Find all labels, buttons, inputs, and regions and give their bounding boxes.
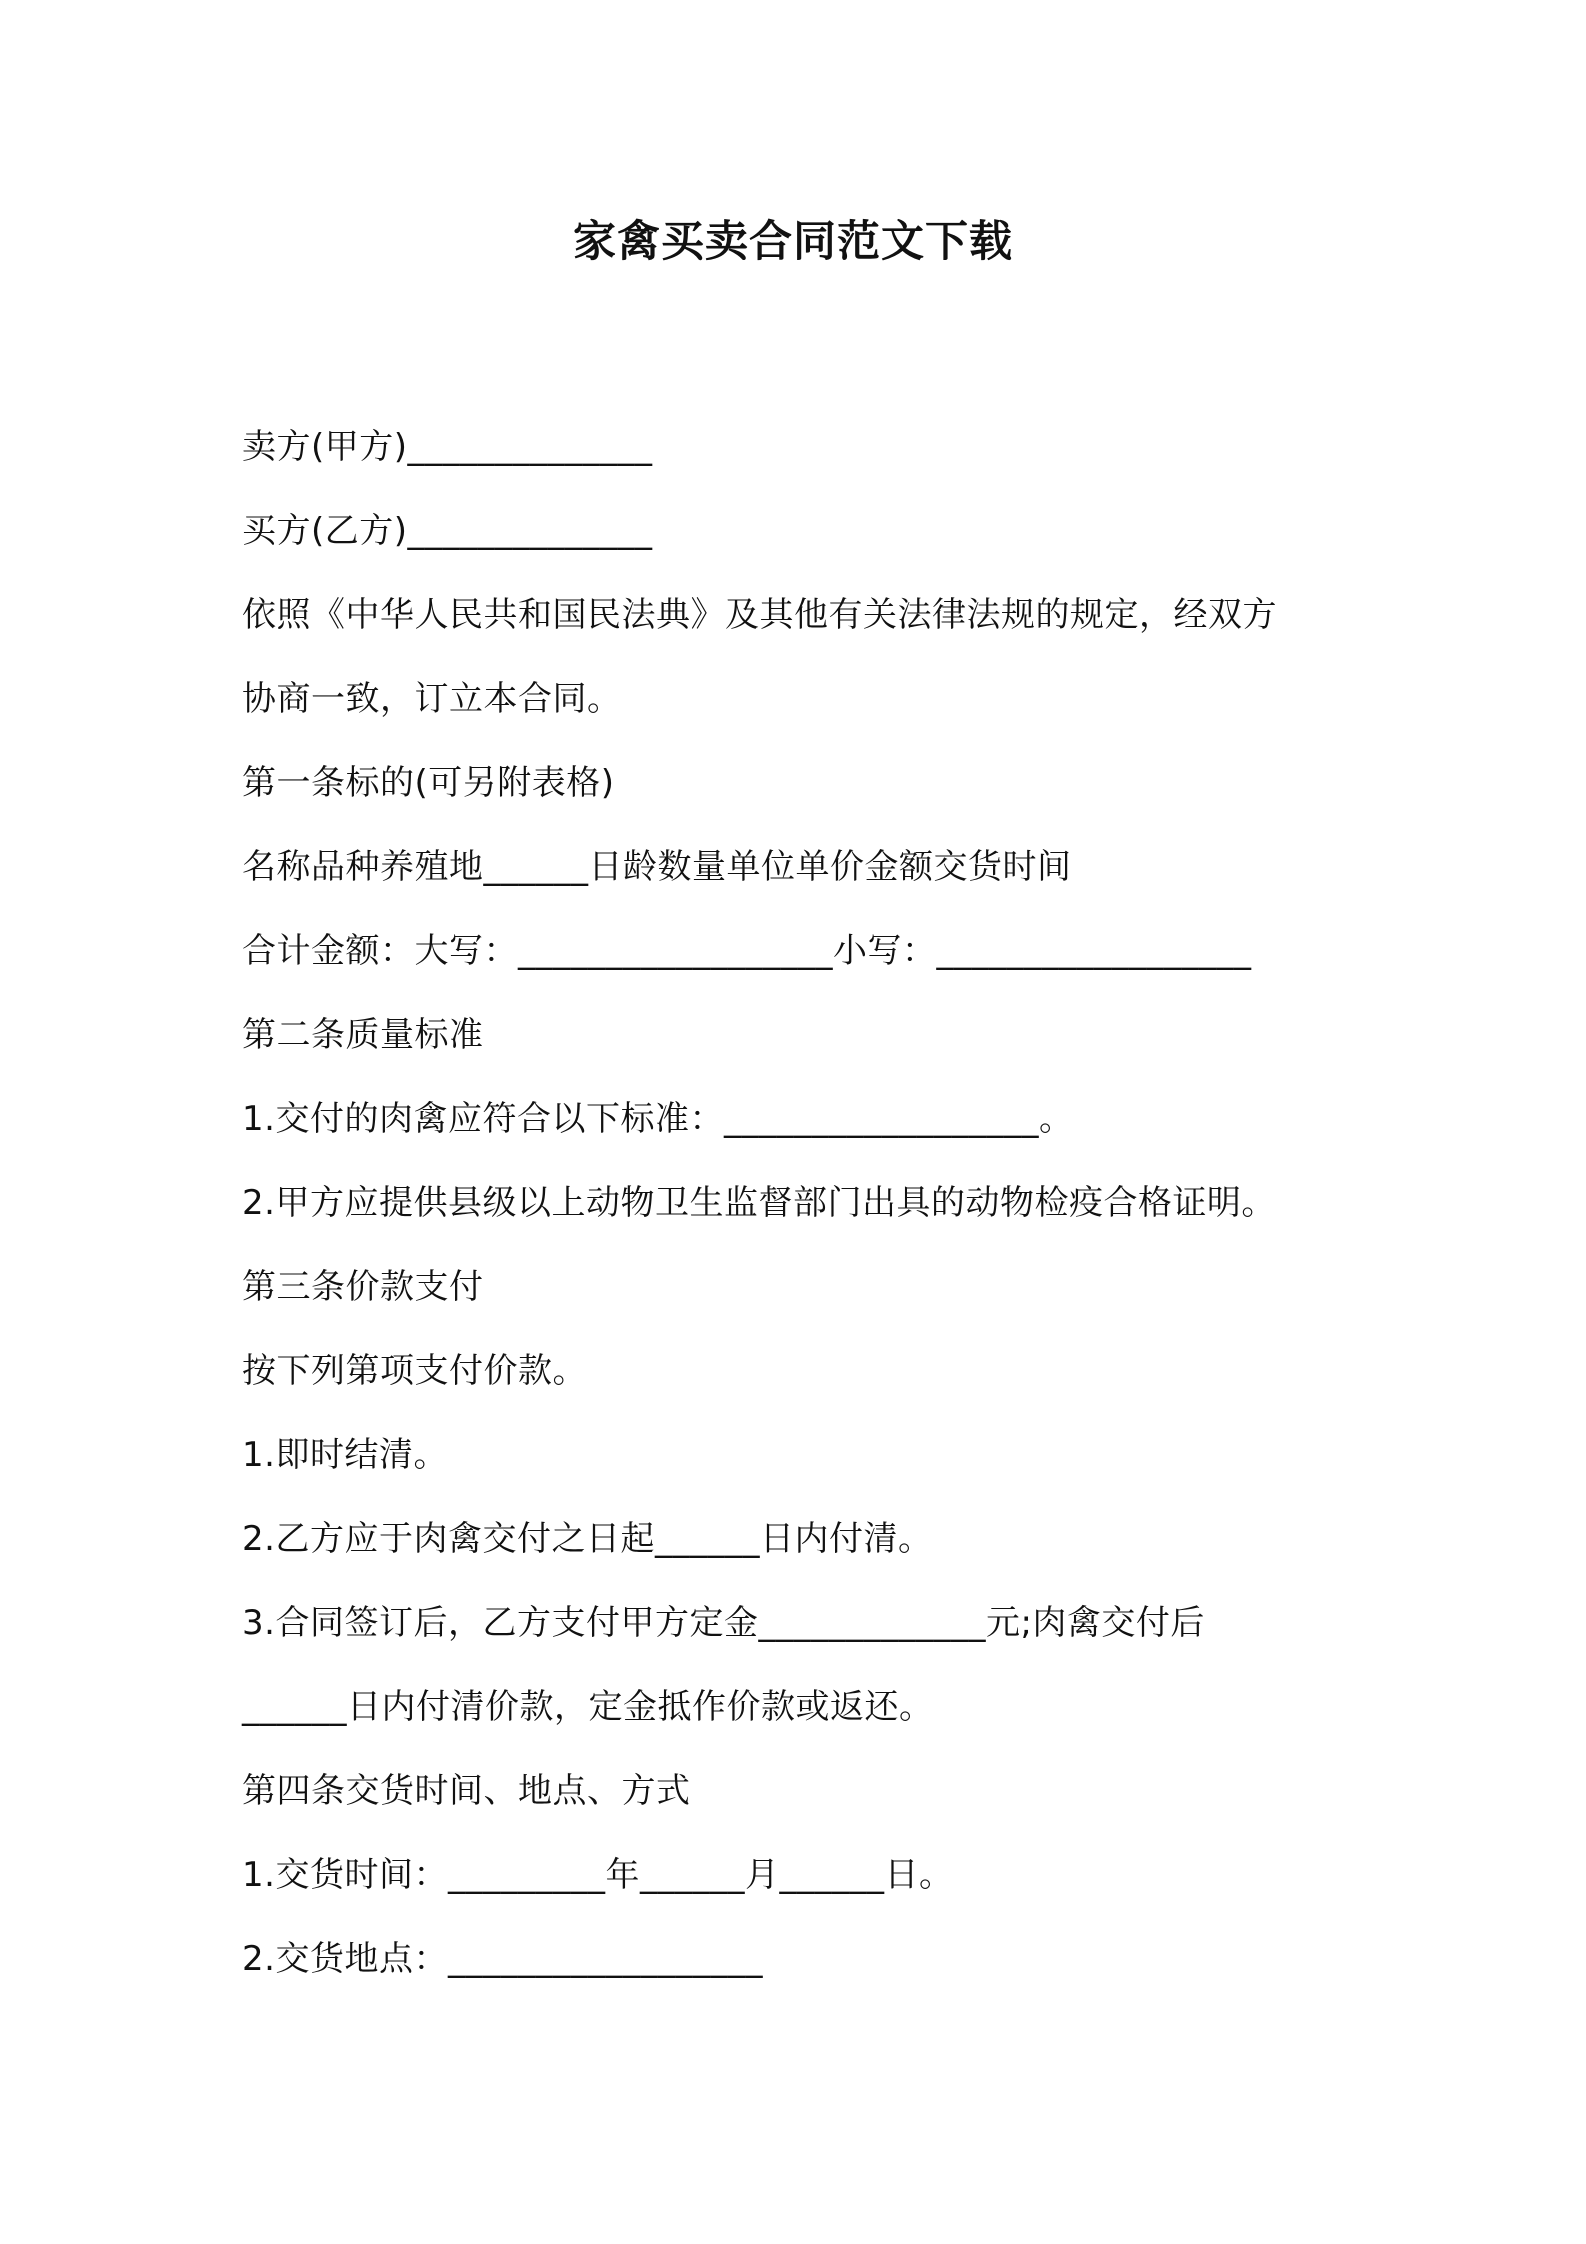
article-1-heading: 第一条标的(可另附表格) bbox=[242, 763, 615, 803]
article-3-item-2: 2.乙方应于肉禽交付之日起______日内付清。 bbox=[242, 1519, 933, 1559]
buyer-line: 买方(乙方)______________ bbox=[242, 511, 653, 551]
preamble-line-1: 依照《中华人民共和国民法典》及其他有关法律法规的规定，经双方 bbox=[242, 595, 1277, 635]
document-title: 家禽买卖合同范文下载 bbox=[573, 217, 1013, 267]
article-4-item-1: 1.交货时间：_________年______月______日。 bbox=[242, 1855, 954, 1895]
preamble-line-2: 协商一致，订立本合同。 bbox=[242, 679, 622, 719]
article-3-intro: 按下列第项支付价款。 bbox=[242, 1351, 587, 1391]
seller-line: 卖方(甲方)______________ bbox=[242, 427, 653, 467]
article-2-item-2: 2.甲方应提供县级以上动物卫生监督部门出具的动物检疫合格证明。 bbox=[242, 1183, 1276, 1223]
article-3-item-1: 1.即时结清。 bbox=[242, 1435, 448, 1475]
article-3-heading: 第三条价款支付 bbox=[242, 1267, 484, 1307]
article-4-item-2: 2.交货地点：__________________ bbox=[242, 1939, 763, 1979]
article-2-item-1: 1.交付的肉禽应符合以下标准：__________________。 bbox=[242, 1099, 1074, 1139]
article-1-total: 合计金额：大写：__________________小写：__________________ bbox=[242, 931, 1252, 971]
contract-body bbox=[242, 405, 1392, 2001]
article-3-item-3-line-1: 3.合同签订后，乙方支付甲方定金_____________元;肉禽交付后 bbox=[242, 1603, 1205, 1643]
article-3-item-3-line-2: ______日内付清价款，定金抵作价款或返还。 bbox=[242, 1687, 934, 1727]
article-4-heading: 第四条交货时间、地点、方式 bbox=[242, 1771, 691, 1811]
article-1-columns: 名称品种养殖地______日龄数量单位单价金额交货时间 bbox=[242, 847, 1072, 887]
article-2-heading: 第二条质量标准 bbox=[242, 1015, 484, 1055]
